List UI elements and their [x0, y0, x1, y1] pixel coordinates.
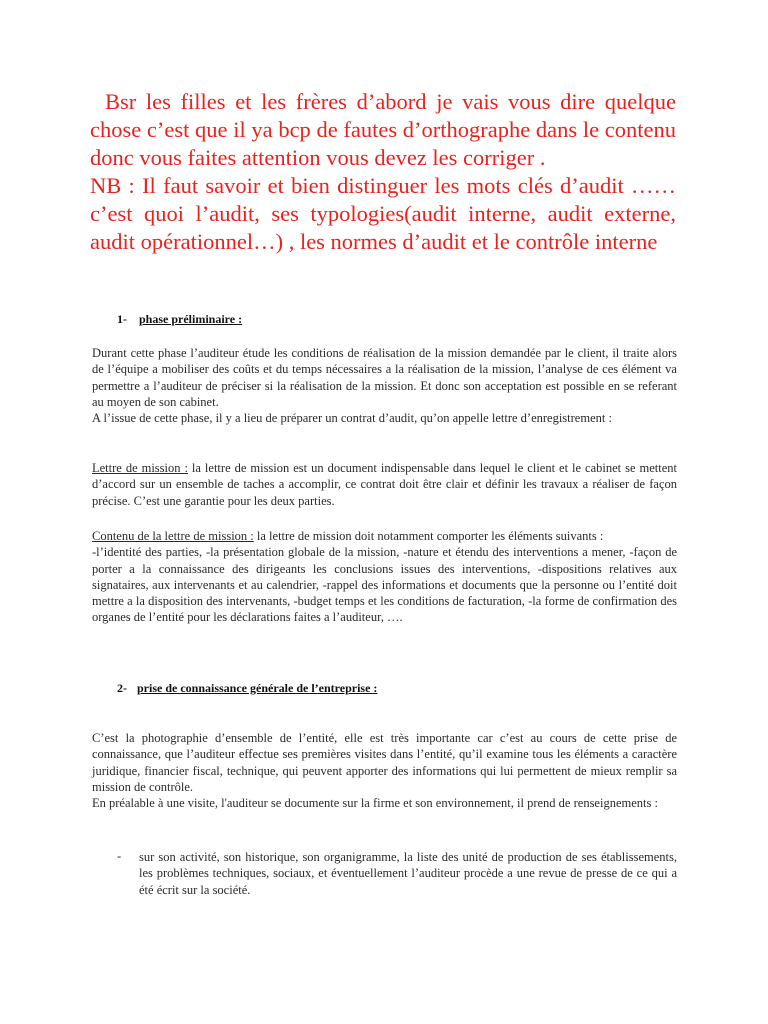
section-1-heading: [117, 312, 242, 327]
lettre-de-mission-text: la lettre de mission est un document indispensable dans lequel le client et le cabinet se mettent d’accord sur un ensemble de taches a accomplir, ce contrat doit être clair et définir les travaux a réaliser de façon précise. C’est une garantie pour les deux parties.: [92, 461, 677, 508]
section-2-body: [92, 730, 677, 811]
section-2-paragraph-2: En préalable à une visite, l'auditeur se documente sur la firme et son environnement, il prend de renseignements :: [92, 796, 658, 811]
section-1-body: [92, 345, 677, 426]
section-1-paragraph-1: Durant cette phase l’auditeur étude les conditions de réalisation de la mission demandée par le client, il traite alors de l’équipe a mobiliser des coûts et du temps nécessaires a la réalisation de la mission, l’analyse de ces élément va permettre a l’auditeur de préciser si la réalisation de la mission. Et donc son acceptation est possible en se referant au moyen de son cabinet.: [92, 346, 677, 409]
section-2-title: prise de connaissance générale de l’entreprise :: [137, 681, 378, 695]
section-1-title: phase préliminaire :: [139, 312, 243, 326]
section-2-heading: [117, 681, 377, 696]
section-1-number: 1-: [117, 312, 127, 326]
contenu-lettre-label: Contenu de la lettre de mission :: [92, 529, 254, 543]
section-1-paragraph-2: A l’issue de cette phase, il y a lieu de préparer un contrat d’audit, qu’on appelle lettre d’enregistrement :: [92, 411, 612, 426]
section-2-paragraph-1: C’est la photographie d’ensemble de l’entité, elle est très importante car c’est au cours de cette prise de connaissance, que l’auditeur effectue ses premières visites dans l’entité, qu’il examine tous les éléments a caractère juridique, financier fiscal, technique, qui peuvent apporter des informations qui lui permettent de mieux remplir sa mission de contrôle.: [92, 731, 677, 794]
section-2-number: 2-: [117, 681, 127, 695]
bullet-marker: -: [117, 849, 122, 863]
intro-paragraph-1: Bsr les filles et les frères d’abord je vais vous dire quelque chose c’est que il ya bcp de fautes d’orthographe dans le contenu donc vous faites attention vous devez les corriger .: [90, 89, 676, 170]
contenu-lettre-elements: -l’identité des parties, -la présentation globale de la mission, -nature et étendu des interventions a mener, -façon de porter a la connaissance des dirigeants les conclusions issues des interventions, -dispositions relatives aux signataires, aux intervenants et au calendrier, -rappel des informations et documents que la personne ou l’entité doit mettre a la disposition des intervenants, -budget temps et les conditions de facturation, -la forme de confirmation des organes de l’entité pour les déclarations faites a l’auditeur, ….: [92, 545, 677, 625]
lettre-de-mission-label: Lettre de mission :: [92, 461, 188, 475]
lettre-de-mission-paragraph: [92, 460, 677, 509]
intro-note: [90, 88, 676, 256]
bullet-item-activity: sur son activité, son historique, son organigramme, la liste des unité de production de ses établissements, les problèmes techniques, sociaux, et éventuellement l’auditeur procède a une revue de presse de ce qui a été écrit sur la société.: [139, 850, 677, 897]
contenu-lettre-paragraph: [92, 528, 677, 626]
contenu-lettre-text: la lettre de mission doit notamment comporter les éléments suivants :: [253, 529, 604, 543]
intro-paragraph-nb: NB : Il faut savoir et bien distinguer les mots clés d’audit …… c’est quoi l’audit, ses typologies(audit interne, audit externe, audit opérationnel…) , les normes d’audit et le contrôle interne: [90, 173, 676, 254]
